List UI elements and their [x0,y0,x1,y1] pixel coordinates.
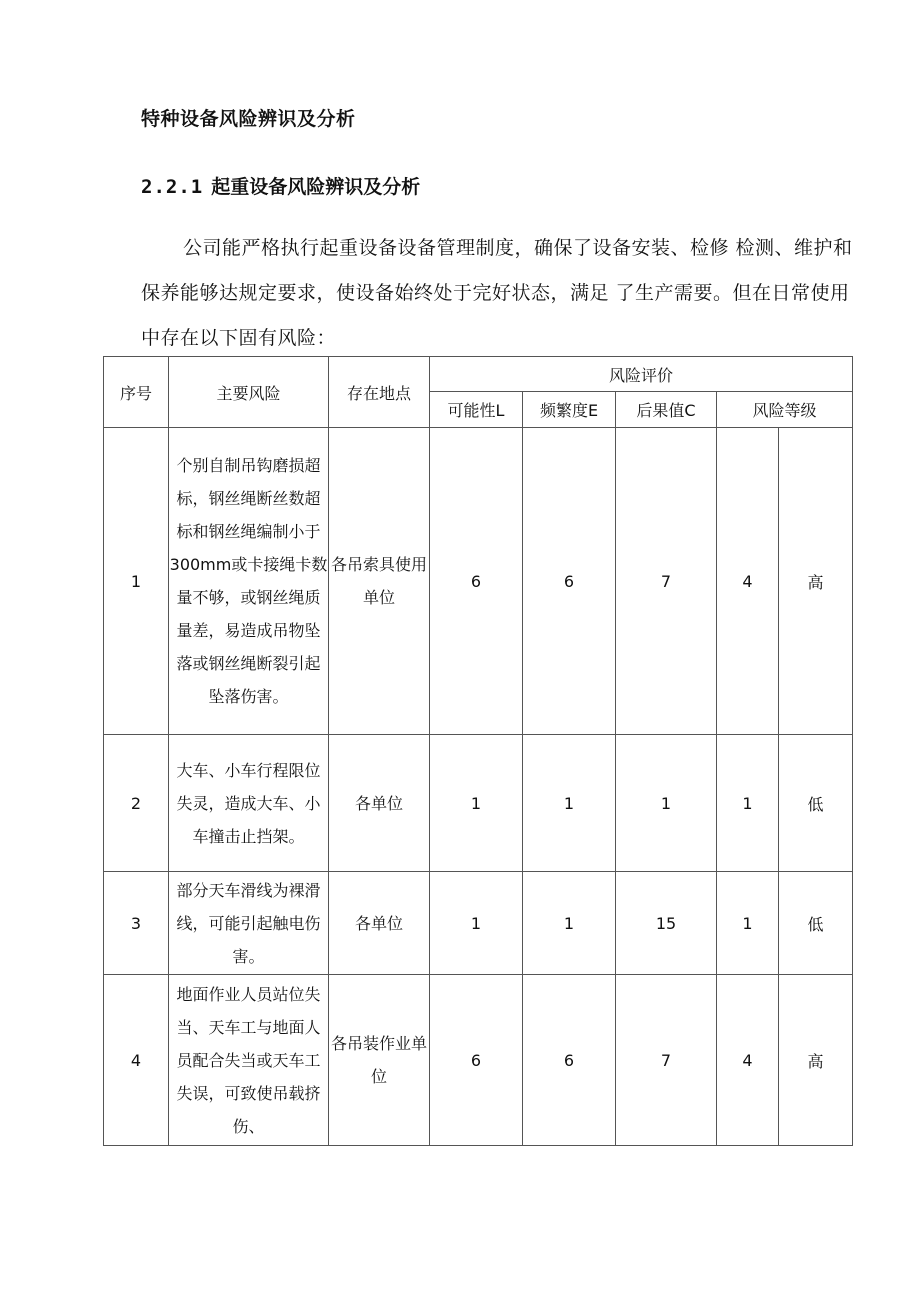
cell-level: 低 [779,735,853,872]
table-row [104,428,853,735]
cell-level: 低 [779,872,853,975]
header-evaluation: 风险评价 [430,357,853,392]
cell-risk: 个别自制吊钩磨损超标，钢丝绳断丝数超标和钢丝绳编制小于300mm或卡接绳卡数量不够，或钢丝绳质量差，易造成吊物坠落或钢丝绳断裂引起坠落伤害。 [169,428,329,735]
header-consequence: 后果值C [616,392,717,428]
cell-level-num: 1 [717,872,779,975]
cell-frequency: 6 [523,428,616,735]
cell-level-num: 4 [717,428,779,735]
cell-seq: 1 [104,428,169,735]
cell-consequence: 1 [616,735,717,872]
cell-likelihood: 6 [430,975,523,1146]
header-location: 存在地点 [329,357,430,428]
cell-likelihood: 1 [430,872,523,975]
cell-seq: 3 [104,872,169,975]
cell-frequency: 1 [523,872,616,975]
cell-consequence: 15 [616,872,717,975]
table-row [104,735,853,872]
cell-risk: 大车、小车行程限位失灵，造成大车、小车撞击止挡架。 [169,735,329,872]
cell-frequency: 1 [523,735,616,872]
cell-level: 高 [779,975,853,1146]
header-row-1 [104,357,853,392]
cell-location: 各吊装作业单位 [329,975,430,1146]
header-seq: 序号 [104,357,169,428]
cell-location: 各吊索具使用单位 [329,428,430,735]
header-risk-level: 风险等级 [717,392,853,428]
header-frequency: 频繁度E [523,392,616,428]
cell-level-num: 1 [717,735,779,872]
cell-frequency: 6 [523,975,616,1146]
table-row [104,872,853,975]
header-main-risk: 主要风险 [169,357,329,428]
cell-risk: 部分天车滑线为裸滑线，可能引起触电伤害。 [169,872,329,975]
cell-risk: 地面作业人员站位失当、天车工与地面人员配合失当或天车工失误，可致使吊载挤伤、 [169,975,329,1146]
table-row [104,975,853,1146]
header-likelihood: 可能性L [430,392,523,428]
cell-level-num: 4 [717,975,779,1146]
intro-paragraph: 公司能严格执行起重设备设备管理制度，确保了设备安装、检修 检测、维护和保养能够达规定要求，使设备始终处于完好状态，满足 了生产需要。但在日常使用中存在以下固有风险： [141,237,853,349]
cell-seq: 2 [104,735,169,872]
document-title: 特种设备风险辨识及分析 [141,108,356,130]
cell-seq: 4 [104,975,169,1146]
cell-location: 各单位 [329,872,430,975]
cell-likelihood: 6 [430,428,523,735]
cell-consequence: 7 [616,428,717,735]
cell-location: 各单位 [329,735,430,872]
cell-likelihood: 1 [430,735,523,872]
section-heading [141,172,420,199]
risk-table [103,356,853,1146]
cell-consequence: 7 [616,975,717,1146]
cell-level: 高 [779,428,853,735]
section-number: 2.2.1 [141,176,204,198]
section-heading-text: 起重设备风险辨识及分析 [211,176,421,198]
